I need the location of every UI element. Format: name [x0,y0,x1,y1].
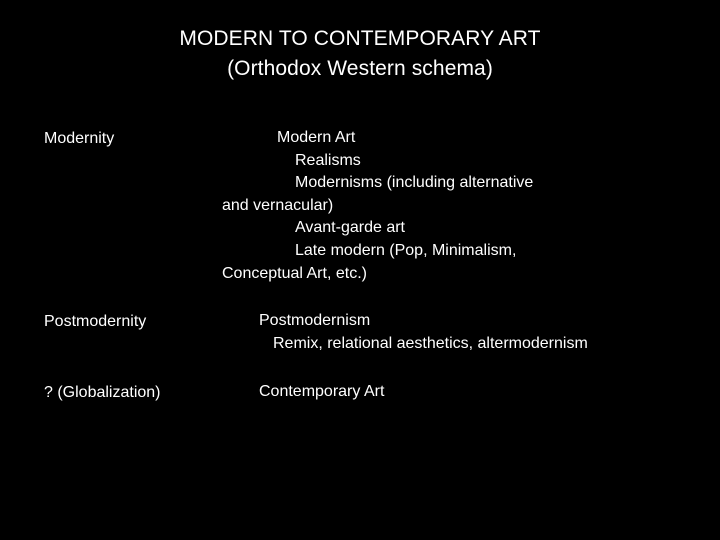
title-line-1: MODERN TO CONTEMPORARY ART [179,27,541,50]
art-heading-postmodern: Postmodernism [259,312,371,329]
era-modernity: Modernity [44,130,115,147]
art-item-avant-garde: Avant-garde art [295,219,405,237]
slide-title [0,24,720,84]
art-block-postmodern [259,310,588,355]
art-item-realisms: Realisms [295,151,361,169]
art-item-modernisms: Modernisms (including alternative [295,174,534,192]
title-line-2: (Orthodox Western schema) [227,57,493,80]
art-heading-modern: Modern Art [277,129,356,146]
art-item-remix: Remix, relational aesthetics, altermodernism [273,334,588,352]
art-item-late-modern-cont: Conceptual Art, etc.) [222,264,367,282]
art-block-modern [222,127,533,285]
art-item-late-modern: Late modern (Pop, Minimalism, [295,241,517,259]
era-postmodernity: Postmodernity [44,313,147,330]
art-heading-contemporary: Contemporary Art [259,383,385,400]
era-globalization: ? (Globalization) [44,384,161,401]
art-block-contemporary [259,381,384,404]
art-item-modernisms-cont: and vernacular) [222,196,334,214]
